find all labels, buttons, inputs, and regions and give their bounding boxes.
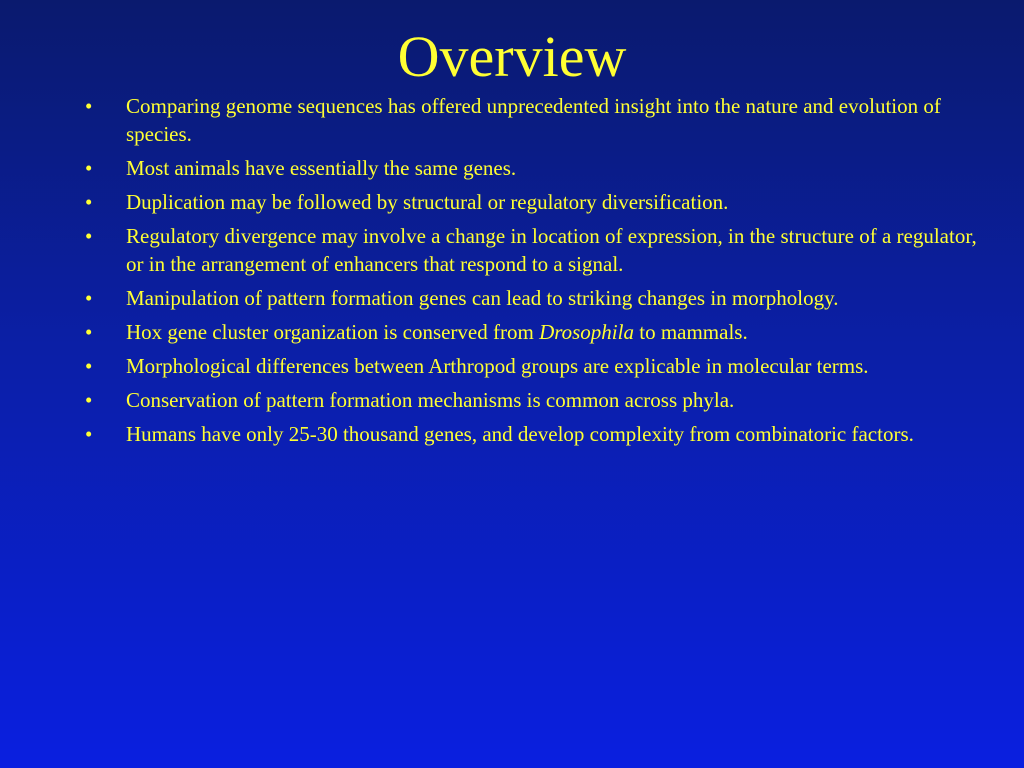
bullet-icon: • [85,94,93,118]
bullet-icon: • [85,388,93,412]
bullet-item [85,386,985,414]
bullet-item [85,222,985,278]
bullet-icon: • [85,354,93,378]
bullet-icon: • [85,422,93,446]
bullet-item [85,284,985,312]
bullet-item [85,352,985,380]
bullet-text [126,320,748,344]
bullet-icon: • [85,224,93,248]
bullet-icon: • [85,190,93,214]
bullet-item [85,318,985,346]
bullet-text: Manipulation of pattern formation genes can lead to striking changes in morphology. [126,286,839,310]
bullet-item [85,188,985,216]
bullet-item [85,154,985,182]
bullet-list [85,92,985,454]
bullet-item [85,420,985,448]
bullet-text: Duplication may be followed by structural or regulatory diversification. [126,190,729,214]
bullet-text: Conservation of pattern formation mechanisms is common across phyla. [126,388,735,412]
slide-title: Overview [397,24,627,89]
bullet-text: Morphological differences between Arthropod groups are explicable in molecular terms. [126,354,869,378]
bullet-text: Comparing genome sequences has offered unprecedented insight into the nature and evolution of species. [126,94,941,146]
bullet-icon: • [85,156,93,180]
bullet-text: Regulatory divergence may involve a change in location of expression, in the structure of a regulator, or in the arrangement of enhancers that respond to a signal. [126,224,977,276]
bullet-icon: • [85,320,93,344]
bullet-item [85,92,985,148]
bullet-text: Humans have only 25-30 thousand genes, and develop complexity from combinatoric factors. [126,422,914,446]
bullet-text: Most animals have essentially the same genes. [126,156,517,180]
bullet-text-before: Hox gene cluster organization is conserved from [126,320,540,344]
bullet-icon: • [85,286,93,310]
bullet-text-italic: Drosophila [539,320,634,344]
bullet-text-after: to mammals. [633,320,748,344]
